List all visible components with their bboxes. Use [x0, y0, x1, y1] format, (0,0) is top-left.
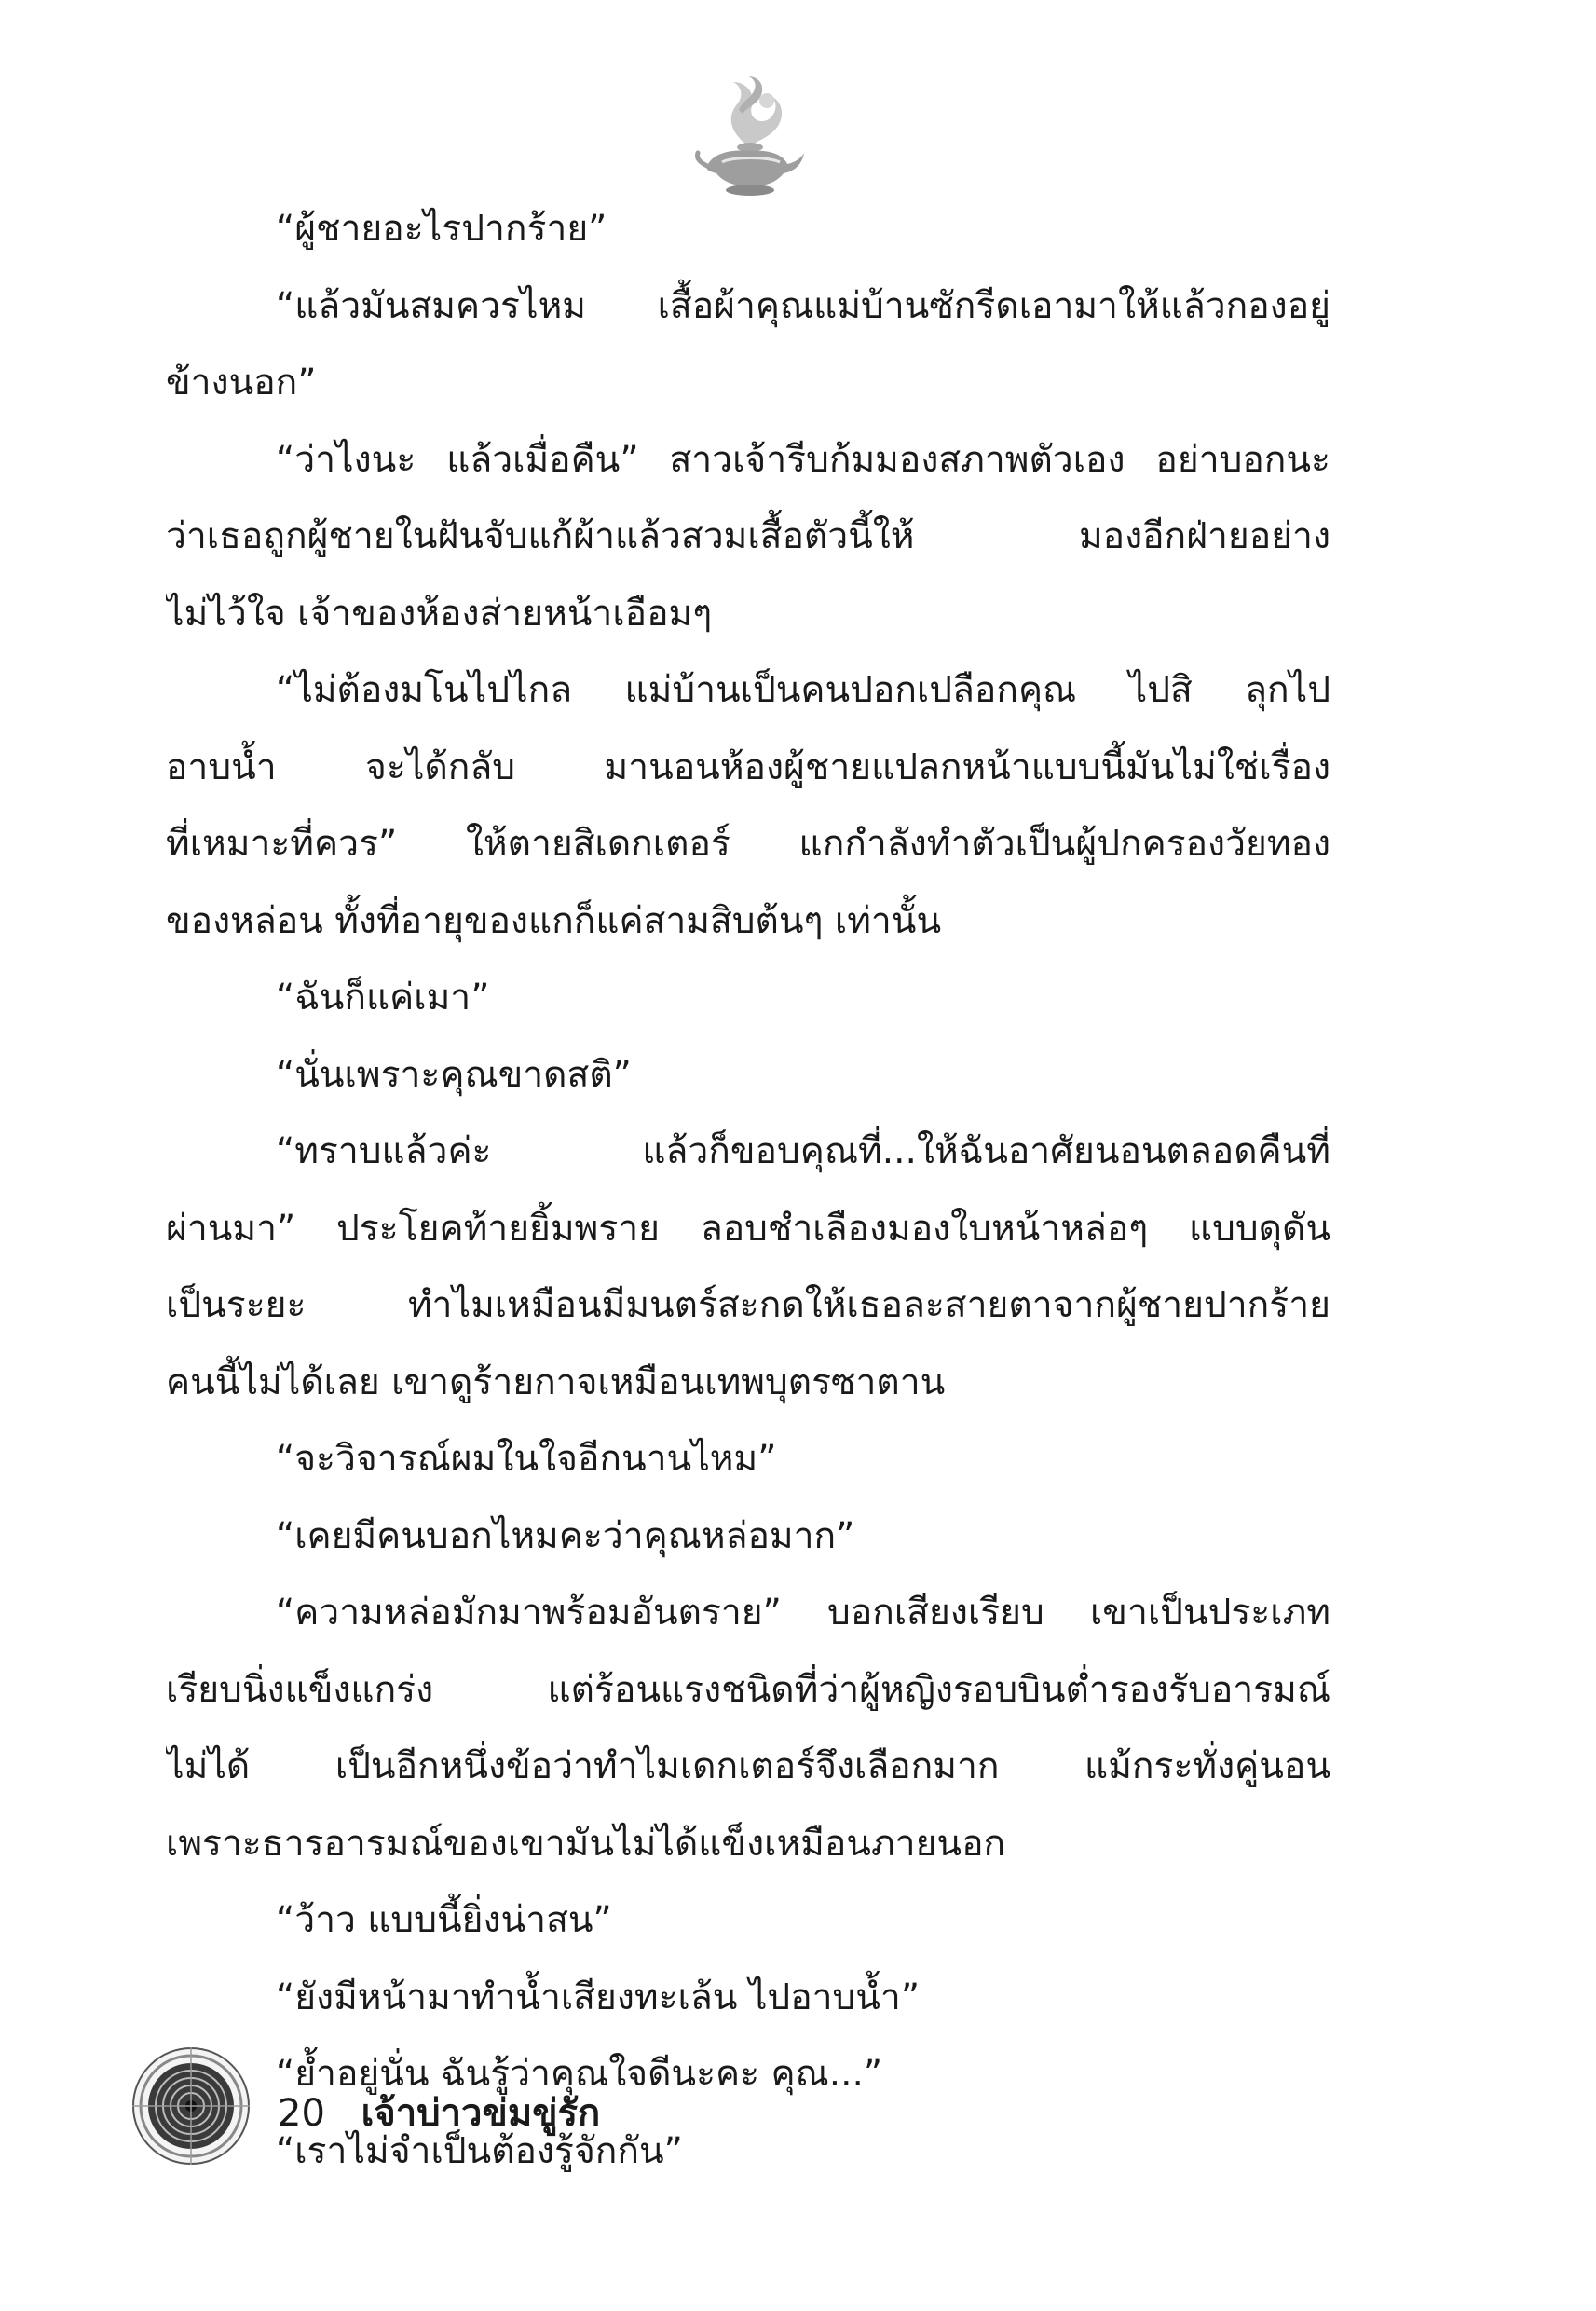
text-line: “ว่าไงนะ แล้วเมื่อคืน” สาวเจ้ารีบก้มมองสภาพตัวเอง อย่าบอกนะ	[276, 438, 1330, 481]
text-line: ข้างนอก”	[166, 362, 317, 403]
text-line: ที่เหมาะที่ควร” ให้ตายสิเดกเตอร์ แกกำลังทำตัวเป็นผู้ปกครองวัยทอง	[166, 823, 1330, 865]
book-title: เจ้าบ่าวข่มขู่รัก	[361, 2092, 601, 2135]
text-line: ไม่ได้ เป็นอีกหนึ่งข้อว่าทำไมเดกเตอร์จึงเลือกมาก แม้กระทั่งคู่นอน	[166, 1745, 1330, 1787]
text-line: ของหล่อน ทั้งที่อายุของแกก็แค่สามสิบต้นๆ เท่านั้น	[166, 899, 942, 942]
target-icon	[130, 2045, 252, 2167]
text-line: “ว้าว แบบนี้ยิ่งน่าสน”	[276, 1899, 612, 1941]
text-line: “ผู้ชายอะไรปากร้าย”	[276, 208, 607, 250]
text-line: “เราไม่จำเป็นต้องรู้จักกัน”	[276, 2129, 683, 2172]
magic-lamp-icon	[694, 73, 806, 203]
text-line: “ฉันก็แค่เมา”	[276, 977, 490, 1019]
page-footer	[130, 2045, 783, 2185]
text-line: “ย้ำอยู่นั่น ฉันรู้ว่าคุณใจดีนะคะ คุณ...”	[276, 2053, 883, 2095]
story-text	[166, 191, 1330, 2190]
text-line: ว่าเธอถูกผู้ชายในฝันจับแก้ผ้าแล้วสวมเสื้อตัวนี้ให้ มองอีกฝ่ายอย่าง	[166, 515, 1330, 557]
text-line: ผ่านมา” ประโยคท้ายยิ้มพราย ลอบชำเลืองมองใบหน้าหล่อๆ แบบดุดัน	[166, 1207, 1330, 1250]
text-line: “นั่นเพราะคุณขาดสติ”	[276, 1053, 632, 1096]
text-line: คนนี้ไม่ได้เลย เขาดูร้ายกาจเหมือนเทพบุตรซาตาน	[166, 1361, 946, 1403]
text-line: เพราะธารอารมณ์ของเขามันไม่ได้แข็งเหมือนภายนอก	[166, 1822, 1006, 1865]
text-line: ไม่ไว้ใจ เจ้าของห้องส่ายหน้าเอือมๆ	[166, 592, 713, 635]
text-line: “ความหล่อมักมาพร้อมอันตราย” บอกเสียงเรียบ เขาเป็นประเภท	[276, 1592, 1330, 1634]
page-folio	[278, 2083, 600, 2142]
page-number: 20	[278, 2092, 325, 2135]
text-line: “เคยมีคนบอกไหมคะว่าคุณหล่อมาก”	[276, 1514, 855, 1557]
text-line: “ไม่ต้องมโนไปไกล แม่บ้านเป็นคนปอกเปลือกคุณ ไปสิ ลุกไป	[276, 669, 1330, 711]
text-line: เป็นระยะ ทำไมเหมือนมีมนตร์สะกดให้เธอละสายตาจากผู้ชายปากร้าย	[166, 1284, 1330, 1326]
text-line: “ยังมีหน้ามาทำน้ำเสียงทะเล้น ไปอาบน้ำ”	[276, 1976, 921, 2018]
text-line: เรียบนิ่งแข็งแกร่ง แต่ร้อนแรงชนิดที่ว่าผู้หญิงรอบบินต่ำรองรับอารมณ์	[166, 1668, 1330, 1711]
text-line: “ทราบแล้วค่ะ แล้วก็ขอบคุณที่...ให้ฉันอาศัยนอนตลอดคืนที่	[276, 1130, 1330, 1172]
text-line: อาบน้ำ จะได้กลับ มานอนห้องผู้ชายแปลกหน้าแบบนี้มันไม่ใช่เรื่อง	[166, 745, 1330, 788]
text-line: “แล้วมันสมควรไหม เสื้อผ้าคุณแม่บ้านซักรีดเอามาให้แล้วกองอยู่	[276, 284, 1330, 327]
text-line: “จะวิจารณ์ผมในใจอีกนานไหม”	[276, 1438, 777, 1480]
